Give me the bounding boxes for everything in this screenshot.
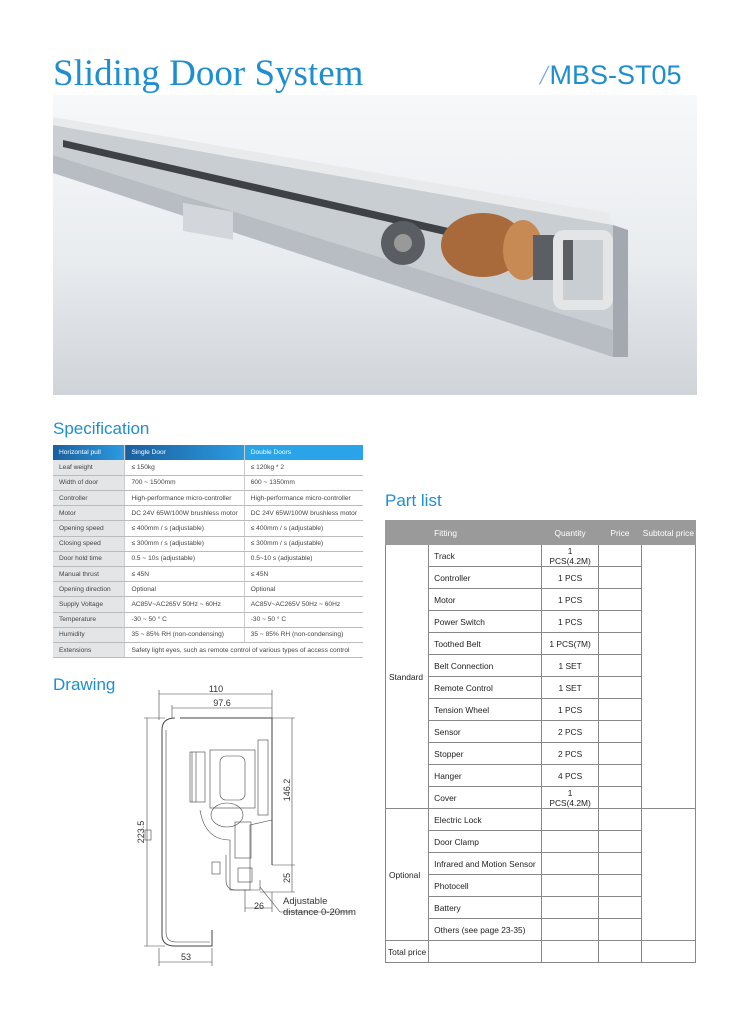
spec-row bbox=[53, 521, 363, 536]
quantity: 1 PCS(4.2M) bbox=[542, 787, 599, 809]
fitting-name: Remote Control bbox=[429, 677, 542, 699]
quantity: 1 SET bbox=[542, 655, 599, 677]
spec-header: Single Door bbox=[125, 445, 244, 460]
group-optional: Optional bbox=[386, 809, 429, 941]
quantity: 1 PCS(4.2M) bbox=[542, 545, 599, 567]
model-number bbox=[540, 60, 682, 91]
part-list-heading: Part list bbox=[385, 491, 442, 510]
price-cell bbox=[599, 677, 642, 699]
part-row bbox=[386, 545, 696, 567]
page-title: Sliding Door System bbox=[53, 53, 364, 94]
spec-key: Temperature bbox=[53, 612, 125, 627]
spec-value: 0.5~10 s (adjustable) bbox=[244, 551, 363, 566]
spec-row bbox=[53, 491, 363, 506]
dim-25: 25 bbox=[282, 872, 292, 884]
spec-key: Controller bbox=[53, 491, 125, 506]
quantity: 4 PCS bbox=[542, 765, 599, 787]
spec-row bbox=[53, 567, 363, 582]
price-cell bbox=[599, 831, 642, 853]
spec-value: High-performance micro-controller bbox=[125, 491, 244, 506]
spec-header: Horizontal pull bbox=[53, 445, 125, 460]
dim-97-6: 97.6 bbox=[213, 698, 231, 708]
fitting-name: Cover bbox=[429, 787, 542, 809]
fitting-name: Hanger bbox=[429, 765, 542, 787]
fitting-name: Motor bbox=[429, 589, 542, 611]
spec-value: DC 24V 65W/100W brushless motor bbox=[244, 506, 363, 521]
spec-header: Double Doors bbox=[244, 445, 363, 460]
fitting-name: Belt Connection bbox=[429, 655, 542, 677]
quantity bbox=[542, 897, 599, 919]
part-header bbox=[386, 521, 429, 545]
spec-value: AC85V~AC265V 50Hz ~ 60Hz bbox=[244, 597, 363, 612]
price-cell bbox=[599, 567, 642, 589]
dim-26: 26 bbox=[253, 901, 265, 911]
spec-key: Motor bbox=[53, 506, 125, 521]
part-header: Quantity bbox=[542, 521, 599, 545]
spec-value: Optional bbox=[244, 582, 363, 597]
part-header-row bbox=[386, 521, 696, 545]
quantity bbox=[542, 831, 599, 853]
spec-row bbox=[53, 597, 363, 612]
price-cell bbox=[599, 897, 642, 919]
spec-value: High-performance micro-controller bbox=[244, 491, 363, 506]
part-header: Fitting bbox=[429, 521, 542, 545]
fitting-name: Others (see page 23-35) bbox=[429, 919, 542, 941]
spec-row bbox=[53, 536, 363, 551]
price-cell bbox=[599, 787, 642, 809]
price-cell bbox=[599, 721, 642, 743]
spec-value: ≤ 300mm / s (adjustable) bbox=[125, 536, 244, 551]
spec-value: Optional bbox=[125, 582, 244, 597]
spec-value: -30 ~ 50 ° C bbox=[244, 612, 363, 627]
spec-value: ≤ 300mm / s (adjustable) bbox=[244, 536, 363, 551]
spec-value: 0.5 ~ 10s (adjustable) bbox=[125, 551, 244, 566]
spec-row bbox=[53, 627, 363, 642]
price-cell bbox=[599, 633, 642, 655]
fitting-name: Controller bbox=[429, 567, 542, 589]
fitting-name: Battery bbox=[429, 897, 542, 919]
part-row bbox=[386, 809, 696, 831]
spec-key: Humidity bbox=[53, 627, 125, 642]
spec-value: Safety light eyes, such as remote control of various types of access control bbox=[125, 642, 363, 657]
quantity: 2 PCS bbox=[542, 743, 599, 765]
price-cell bbox=[599, 765, 642, 787]
subtotal-cell bbox=[641, 545, 695, 809]
dim-146-2: 146.2 bbox=[282, 778, 292, 802]
spec-value: 600 ~ 1350mm bbox=[244, 475, 363, 490]
price-cell bbox=[599, 589, 642, 611]
spec-key: Manual thrust bbox=[53, 567, 125, 582]
spec-key: Opening direction bbox=[53, 582, 125, 597]
price-cell bbox=[599, 853, 642, 875]
spec-value: 700 ~ 1500mm bbox=[125, 475, 244, 490]
spec-key: Door hold time bbox=[53, 551, 125, 566]
dim-223-5: 223.5 bbox=[136, 820, 146, 844]
note-adjustable: Adjustable bbox=[283, 896, 328, 907]
fitting-name: Track bbox=[429, 545, 542, 567]
quantity: 1 PCS bbox=[542, 589, 599, 611]
spec-value: 35 ~ 85% RH (non-condensing) bbox=[125, 627, 244, 642]
dim-110: 110 bbox=[208, 684, 224, 694]
spec-key: Extensions bbox=[53, 642, 125, 657]
price-cell bbox=[599, 699, 642, 721]
fitting-name: Sensor bbox=[429, 721, 542, 743]
price-cell bbox=[599, 545, 642, 567]
spec-header-row bbox=[53, 445, 363, 460]
total-row bbox=[386, 941, 696, 963]
part-list-table bbox=[385, 520, 696, 963]
spec-row bbox=[53, 551, 363, 566]
spec-key: Closing speed bbox=[53, 536, 125, 551]
spec-value: AC85V~AC265V 50Hz ~ 60Hz bbox=[125, 597, 244, 612]
quantity: 2 PCS bbox=[542, 721, 599, 743]
quantity: 1 PCS(7M) bbox=[542, 633, 599, 655]
spec-key: Width of door bbox=[53, 475, 125, 490]
spec-value: 35 ~ 85% RH (non-condensing) bbox=[244, 627, 363, 642]
fitting-name: Toothed Belt bbox=[429, 633, 542, 655]
subtotal-cell bbox=[641, 809, 695, 941]
operator-illustration-icon bbox=[53, 95, 697, 395]
fitting-name: Infrared and Motion Sensor bbox=[429, 853, 542, 875]
spec-value: ≤ 45N bbox=[244, 567, 363, 582]
spec-row bbox=[53, 460, 363, 475]
sliding-door-operator-photo bbox=[53, 95, 697, 395]
spec-value: ≤ 400mm / s (adjustable) bbox=[244, 521, 363, 536]
fitting-name: Power Switch bbox=[429, 611, 542, 633]
fitting-name: Tension Wheel bbox=[429, 699, 542, 721]
group-standard: Standard bbox=[386, 545, 429, 809]
spec-value: -30 ~ 50 ° C bbox=[125, 612, 244, 627]
quantity: 1 PCS bbox=[542, 611, 599, 633]
quantity: 1 SET bbox=[542, 677, 599, 699]
fitting-name: Electric Lock bbox=[429, 809, 542, 831]
quantity: 1 PCS bbox=[542, 567, 599, 589]
price-cell bbox=[599, 655, 642, 677]
fitting-name: Stopper bbox=[429, 743, 542, 765]
quantity bbox=[542, 875, 599, 897]
spec-value: ≤ 150kg bbox=[125, 460, 244, 475]
quantity bbox=[542, 809, 599, 831]
dim-53: 53 bbox=[180, 952, 192, 962]
price-cell bbox=[599, 809, 642, 831]
model-label: MBS-ST05 bbox=[549, 60, 682, 90]
spec-row-extensions bbox=[53, 642, 363, 657]
spec-value: ≤ 120kg * 2 bbox=[244, 460, 363, 475]
spec-key: Opening speed bbox=[53, 521, 125, 536]
part-header: Price bbox=[599, 521, 642, 545]
quantity bbox=[542, 919, 599, 941]
spec-row bbox=[53, 506, 363, 521]
spec-key: Leaf weight bbox=[53, 460, 125, 475]
spec-row bbox=[53, 612, 363, 627]
quantity: 1 PCS bbox=[542, 699, 599, 721]
spec-key: Supply Voltage bbox=[53, 597, 125, 612]
spec-value: ≤ 45N bbox=[125, 567, 244, 582]
cross-section-drawing bbox=[130, 680, 370, 970]
price-cell bbox=[599, 743, 642, 765]
model-slash: / bbox=[540, 60, 548, 90]
drawing-heading: Drawing bbox=[53, 675, 116, 694]
spec-value: DC 24V 65W/100W brushless motor bbox=[125, 506, 244, 521]
quantity bbox=[542, 853, 599, 875]
spec-value: ≤ 400mm / s (adjustable) bbox=[125, 521, 244, 536]
part-header: Subtotal price bbox=[641, 521, 695, 545]
price-cell bbox=[599, 611, 642, 633]
note-distance: distance 0-20mm bbox=[283, 907, 356, 918]
fitting-name: Photocell bbox=[429, 875, 542, 897]
spec-row bbox=[53, 582, 363, 597]
spec-row bbox=[53, 475, 363, 490]
total-label: Total price bbox=[386, 941, 429, 963]
specification-table bbox=[53, 445, 363, 658]
price-cell bbox=[599, 875, 642, 897]
price-cell bbox=[599, 919, 642, 941]
fitting-name: Door Clamp bbox=[429, 831, 542, 853]
specification-heading: Specification bbox=[53, 419, 150, 438]
